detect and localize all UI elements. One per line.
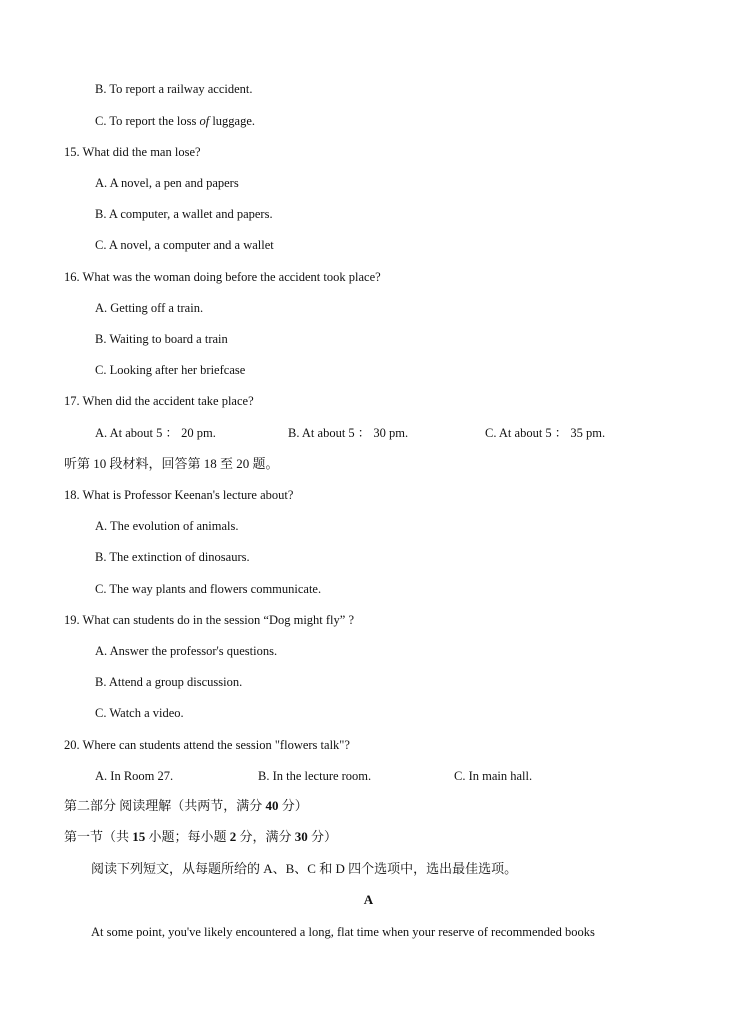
option-text: C. In main hall. bbox=[454, 769, 533, 783]
section-heading-text: 第一节（共 bbox=[64, 829, 133, 844]
section-heading bbox=[64, 829, 337, 845]
option-text-part: C. To report the loss bbox=[95, 114, 200, 128]
option-text-italic: of bbox=[199, 114, 210, 128]
part-heading bbox=[64, 798, 308, 814]
option-text-part: luggage. bbox=[209, 114, 256, 128]
section-heading-text: 分，满分 bbox=[236, 829, 295, 844]
option-text: C. The way plants and flowers communicate. bbox=[95, 582, 322, 596]
section-heading-number: 2 bbox=[229, 829, 237, 844]
option-text: A. Answer the professor's questions. bbox=[95, 644, 278, 658]
option-text: A. In Room 27. bbox=[95, 769, 174, 783]
question-20: 20. Where can students attend the session "flowers talk"? bbox=[64, 738, 350, 752]
option-text: B. The extinction of dinosaurs. bbox=[95, 550, 250, 564]
passage-label: A bbox=[363, 892, 374, 907]
question-17: 17. When did the accident take place? bbox=[64, 394, 254, 408]
question-18: 18. What is Professor Keenan's lecture about? bbox=[64, 488, 294, 502]
option-text: A. At about 5 ： 20 pm. bbox=[95, 426, 216, 440]
option-text: C. Looking after her briefcase bbox=[95, 363, 246, 377]
question-16: 16. What was the woman doing before the accident took place? bbox=[64, 270, 381, 284]
option-text: C. Watch a video. bbox=[95, 706, 184, 720]
question-15: 15. What did the man lose? bbox=[64, 145, 201, 159]
option-text: B. To report a railway accident. bbox=[95, 82, 253, 96]
question-19: 19. What can students do in the session “Dog might fly” ? bbox=[64, 613, 354, 627]
part-heading-score: 40 bbox=[265, 798, 279, 813]
section-heading: 听第 10 段材料，回答第 18 至 20 题。 bbox=[64, 456, 279, 471]
option-text: A. The evolution of animals. bbox=[95, 519, 239, 533]
passage-text: At some point, you've likely encountered a long, flat time when your reserve of recommended books bbox=[91, 925, 595, 939]
section-heading-text: 分） bbox=[307, 829, 338, 844]
option-text: A. A novel, a pen and papers bbox=[95, 176, 239, 190]
part-heading-text: 第二部分 阅读理解（共两节，满分 bbox=[64, 798, 266, 813]
option-text: B. At about 5 ： 30 pm. bbox=[288, 426, 409, 440]
option-text: B. A computer, a wallet and papers. bbox=[95, 207, 273, 221]
option-text bbox=[95, 113, 255, 129]
section-heading-text: 小题；每小题 bbox=[145, 829, 230, 844]
option-text: A. Getting off a train. bbox=[95, 301, 204, 315]
option-text: B. Attend a group discussion. bbox=[95, 675, 243, 689]
option-text: B. Waiting to board a train bbox=[95, 332, 228, 346]
option-text: C. At about 5 ： 35 pm. bbox=[485, 426, 606, 440]
part-heading-text: 分） bbox=[278, 798, 308, 813]
option-text: B. In the lecture room. bbox=[258, 769, 372, 783]
section-heading-number: 15 bbox=[132, 829, 146, 844]
instructions: 阅读下列短文，从每题所给的 A、B、C 和 D 四个选项中，选出最佳选项。 bbox=[91, 861, 518, 876]
option-text: C. A novel, a computer and a wallet bbox=[95, 238, 274, 252]
section-heading-number: 30 bbox=[294, 829, 308, 844]
